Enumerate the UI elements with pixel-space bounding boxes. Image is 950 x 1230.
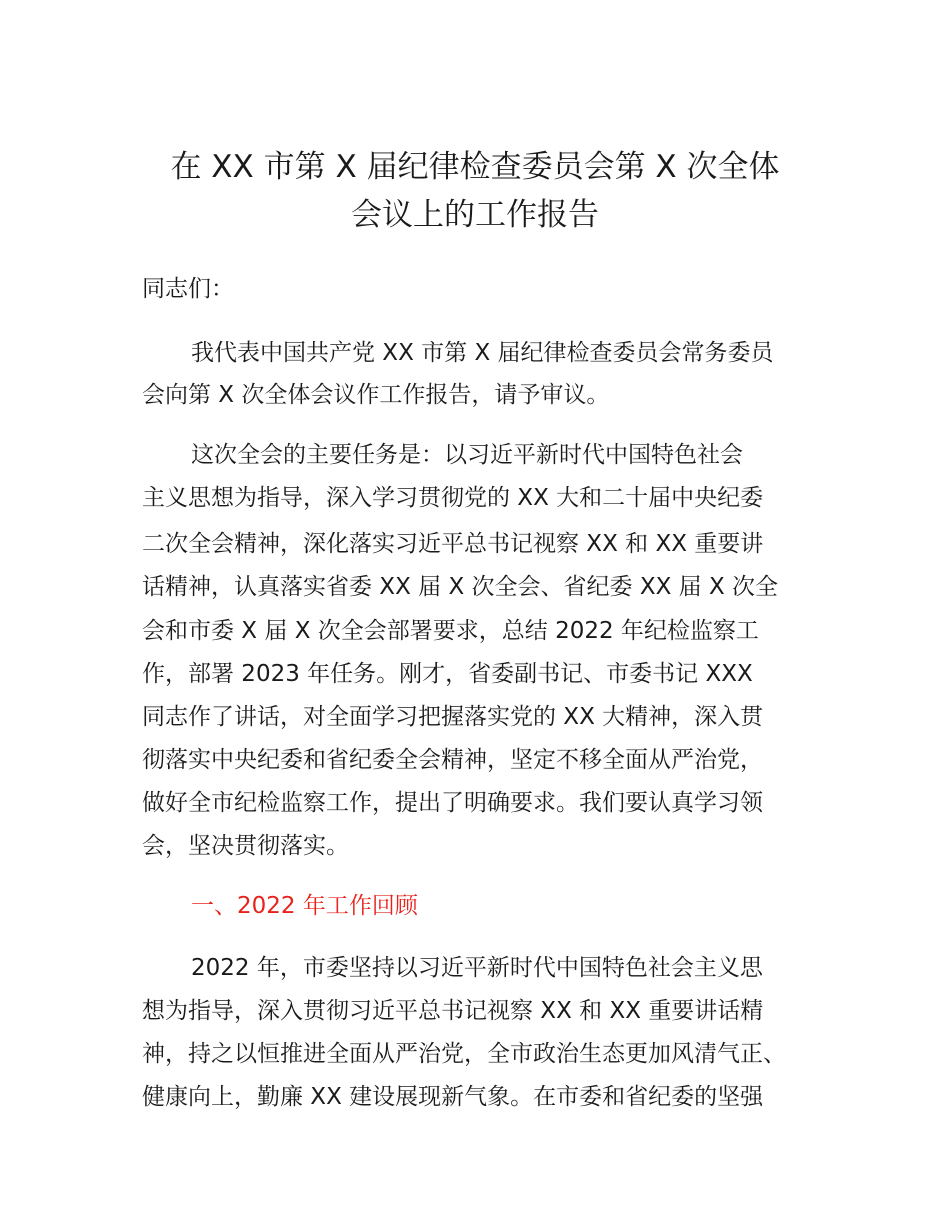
paragraph-2-line: 做好全市纪检监察工作，提出了明确要求。我们要认真学习领 bbox=[142, 790, 763, 816]
report-title-line-2: 会议上的工作报告 bbox=[351, 197, 599, 233]
paragraph-2-line: 话精神，认真落实省委 XX 届 X 次全会、省纪委 XX 届 X 次全 bbox=[142, 574, 779, 600]
paragraph-2-line: 同志作了讲话，对全面学习把握落实党的 XX 大精神，深入贯 bbox=[142, 704, 764, 730]
paragraph-2-line: 会和市委 X 届 X 次全会部署要求，总结 2022 年纪检监察工 bbox=[142, 618, 759, 644]
paragraph-3-line: 健康向上，勤廉 XX 建设展现新气象。在市委和省纪委的坚强 bbox=[142, 1084, 764, 1110]
paragraph-2-line: 这次全会的主要任务是：以习近平新时代中国特色社会 bbox=[191, 442, 743, 468]
salutation: 同志们： bbox=[142, 276, 234, 302]
paragraph-2-line: 会，坚决贯彻落实。 bbox=[142, 833, 349, 859]
report-title-line-1: 在 XX 市第 X 届纪律检查委员会第 X 次全体 bbox=[170, 149, 780, 185]
paragraph-2-line: 作，部署 2023 年任务。刚才，省委副书记、市委书记 XXX bbox=[142, 661, 753, 687]
paragraph-1-line: 会向第 X 次全体会议作工作报告，请予审议。 bbox=[142, 382, 610, 408]
paragraph-3-line: 神，持之以恒推进全面从严治党，全市政治生态更加风清气正、 bbox=[142, 1041, 786, 1067]
paragraph-3-line: 2022 年，市委坚持以习近平新时代中国特色社会主义思 bbox=[191, 955, 763, 981]
paragraph-2-line: 主义思想为指导，深入学习贯彻党的 XX 大和二十届中央纪委 bbox=[142, 485, 764, 511]
paragraph-2-line: 二次全会精神，深化落实习近平总书记视察 XX 和 XX 重要讲 bbox=[142, 531, 764, 557]
paragraph-1-line: 我代表中国共产党 XX 市第 X 届纪律检查委员会常务委员 bbox=[191, 340, 774, 366]
section-heading: 一、2022 年工作回顾 bbox=[191, 893, 418, 919]
paragraph-3-line: 想为指导，深入贯彻习近平总书记视察 XX 和 XX 重要讲话精 bbox=[142, 998, 764, 1024]
paragraph-2-line: 彻落实中央纪委和省纪委全会精神，坚定不移全面从严治党， bbox=[142, 747, 763, 773]
